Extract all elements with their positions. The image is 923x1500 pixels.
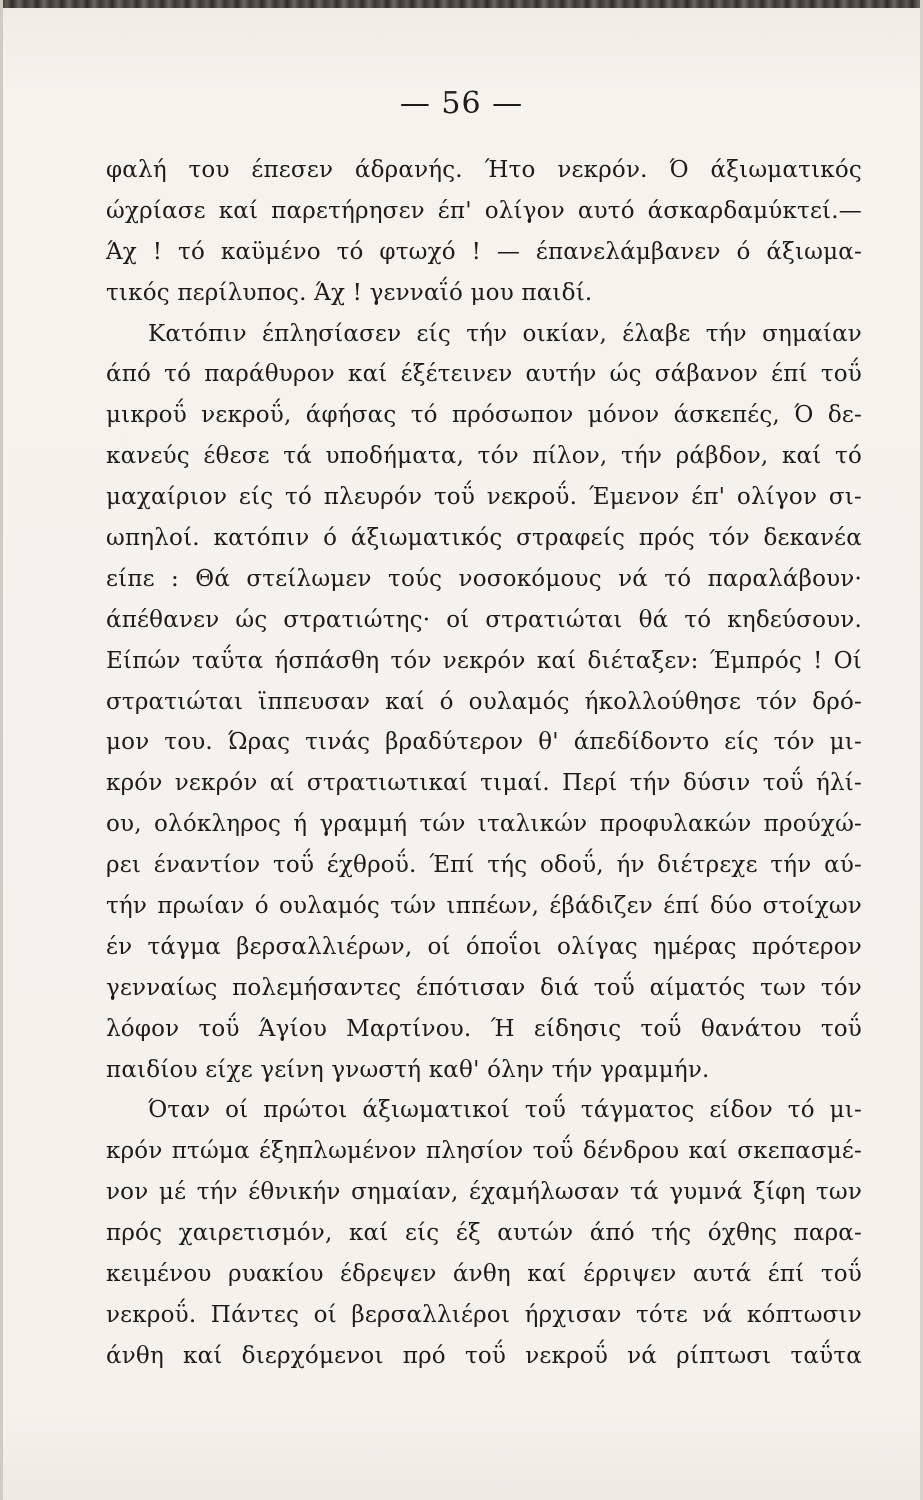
text-line: Άχ ! τό καϋμένο τό φτωχό ! — έπανελάμβανεν ό άξιωμα-: [106, 238, 862, 265]
text-line: κειμένου ρυακίου έδρεψεν άνθη καί έρριψεν αυτά έπί τοΰ: [106, 1261, 862, 1288]
body-text: [106, 150, 862, 1377]
text-line: έν τάγμα βερσαλλιέρων, οί όποΐοι ολίγας ημέρας πρότερον: [106, 933, 862, 960]
text-line: κανεύς έθεσε τά υποδήματα, τόν πίλον, τήν ράβδον, καί τό: [106, 443, 862, 470]
text-line: ου, ολόκληρος ή γραμμή τών ιταλικών προφυλακών προύχώ-: [106, 811, 862, 838]
text-line: νον μέ τήν έθνικήν σημαίαν, έχαμήλωσαν τά γυμνά ξίφη των: [106, 1179, 862, 1206]
text-line: μον του. Ώρας τινάς βραδύτερον θ' άπεδίδοντο είς τόν μι-: [106, 729, 862, 756]
text-line: μαχαίριον είς τό πλευρόν τοΰ νεκροΰ. Έμενον έπ' ολίγον σι-: [106, 484, 862, 511]
text-line: λόφον τοΰ Άγίου Μαρτίνου. Ή είδησις τοΰ θανάτου τοΰ: [106, 1015, 862, 1042]
text-line: παιδίου είχε γείνη γνωστή καθ' όλην τήν γραμμήν.: [106, 1056, 710, 1083]
text-line: Κατόπιν έπλησίασεν είς τήν οικίαν, έλαβε τήν σημαίαν: [148, 320, 862, 347]
text-line: πρός χαιρετισμόν, καί είς έξ αυτών άπό τής όχθης παρα-: [106, 1220, 862, 1247]
text-line: άπό τό παράθυρον καί έξέτεινεν αυτήν ώς σάβανον έπί τοΰ: [106, 361, 862, 388]
text-line: ώχρίασε καί παρετήρησεν έπ' ολίγον αυτό άσκαρδαμύκτεί.—: [106, 197, 862, 224]
text-line: τικός περίλυπος. Άχ ! γενναΐό μου παιδί.: [106, 279, 593, 306]
text-line: στρατιώται ϊππευσαν καί ό ουλαμός ήκολλούθησε τόν δρό-: [106, 688, 862, 715]
scan-top-edge: [0, 0, 923, 8]
text-line: γενναίως πολεμήσαντες έπότισαν διά τοΰ αίματός των τόν: [106, 974, 862, 1001]
page-number: — 56 —: [399, 86, 524, 121]
text-line: τήν πρωίαν ό ουλαμός τών ιππέων, έβάδιζεν έπί δύο στοίχων: [106, 893, 862, 920]
scan-left-edge: [0, 0, 3, 1500]
text-line: άνθη καί διερχόμενοι πρό τοΰ νεκροΰ νά ρίπτωσι ταΰτα: [106, 1342, 862, 1369]
text-line: ωπηλοί. κατόπιν ό άξιωματικός στραφείς πρός τόν δεκανέα: [106, 525, 862, 552]
text-line: άπέθανεν ώς στρατιώτης· οί στρατιώται θά τό κηδεύσουν.: [106, 606, 862, 633]
text-line: μικροΰ νεκροΰ, άφήσας τό πρόσωπον μόνον άσκεπές, Ό δε-: [106, 402, 862, 429]
text-line: είπε : Θά στείλωμεν τούς νοσοκόμους νά τό παραλάβουν·: [106, 565, 862, 592]
text-line: κρόν νεκρόν αί στρατιωτικαί τιμαί. Περί τήν δύσιν τοΰ ήλί-: [106, 770, 862, 797]
text-line: ρει έναντίον τοΰ έχθροΰ. Έπί τής οδοΰ, ήν διέτρεχε τήν αύ-: [106, 852, 862, 879]
text-line: Είπών ταΰτα ήσπάσθη τόν νεκρόν καί διέταξεν: Έμπρός ! Οί: [106, 647, 862, 674]
text-line: νεκροΰ. Πάντες οί βερσαλλιέροι ήρχισαν τότε νά κόπτωσιν: [106, 1301, 862, 1328]
text-line: φαλή του έπεσεν άδρανής. Ήτο νεκρόν. Ό άξιωματικός: [106, 157, 862, 183]
text-line: Όταν οί πρώτοι άξιωματικοί τοΰ τάγματος είδον τό μι-: [148, 1097, 862, 1124]
text-line: κρόν πτώμα έξηπλωμένον πλησίον τοΰ δένδρου καί σκεπασμέ-: [106, 1138, 862, 1165]
